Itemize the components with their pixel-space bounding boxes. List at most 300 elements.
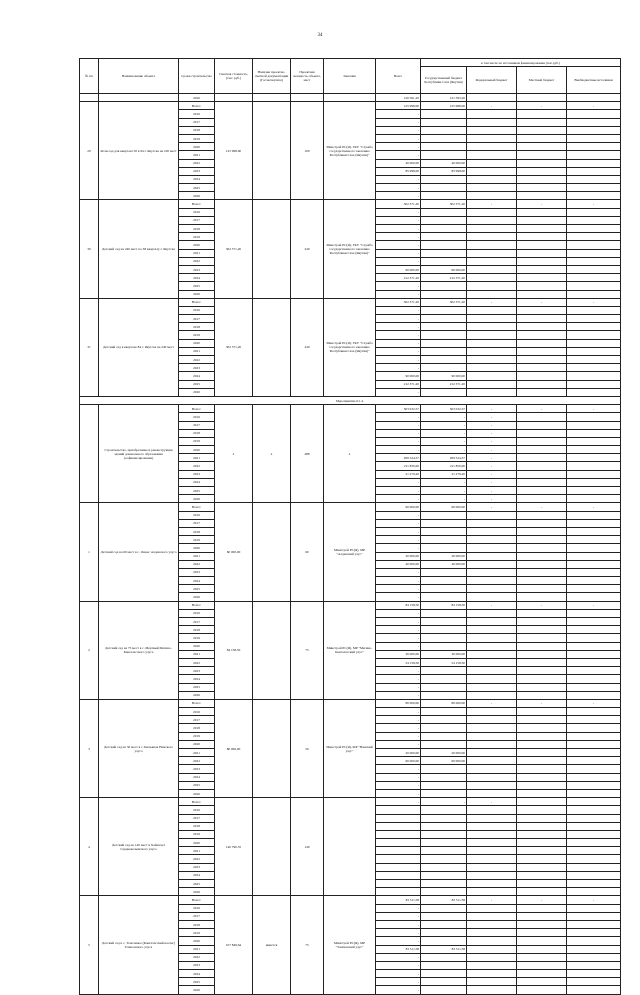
- year-label: 2016: [179, 806, 215, 814]
- amount-total: 40 000,00: [376, 560, 421, 568]
- amount-fed: 302 371,20: [421, 200, 467, 208]
- amount-ext: [567, 347, 621, 355]
- amount-fed: [421, 618, 467, 626]
- amount-reg: [467, 757, 517, 765]
- header-fed: Государственный бюджет Республики Саха (Якутия): [421, 67, 467, 94]
- year-label: 2022: [179, 757, 215, 765]
- amount-reg: [467, 356, 517, 364]
- amount-mun: [517, 241, 567, 249]
- amount-ext: [567, 94, 621, 102]
- amount-ext: [567, 871, 621, 879]
- amount-total: -: [376, 249, 421, 257]
- amount-mun: [517, 577, 567, 585]
- object-docs: [253, 601, 291, 699]
- object-number: [80, 94, 99, 102]
- amount-fed: [421, 880, 467, 888]
- amount-ext: [567, 126, 621, 134]
- amount-reg: [467, 716, 517, 724]
- amount-total: 269 524,57: [376, 454, 421, 462]
- amount-ext: [567, 421, 621, 429]
- amount-mun: [517, 118, 567, 126]
- amount-total: 503 032,57: [376, 405, 421, 413]
- amount-ext: [567, 454, 621, 462]
- header-customer: Заказчик: [324, 59, 376, 94]
- amount-total: 21 279,20: [376, 470, 421, 478]
- amount-total: -: [376, 978, 421, 986]
- table-row: [80, 896, 621, 904]
- amount-total: 90 000,00: [376, 372, 421, 380]
- amount-total: 125 998,00: [376, 102, 421, 110]
- amount-reg: -: [467, 102, 517, 110]
- amount-reg: [467, 249, 517, 257]
- amount-mun: [517, 306, 567, 314]
- year-label: 2018: [179, 822, 215, 830]
- amount-ext: [567, 691, 621, 699]
- amount-ext: [567, 585, 621, 593]
- table-row: [80, 405, 621, 413]
- amount-reg: [467, 167, 517, 175]
- amount-reg: [467, 560, 517, 568]
- year-label: 2026: [179, 192, 215, 200]
- amount-fed: -: [421, 446, 467, 454]
- year-label: 2022: [179, 560, 215, 568]
- year-label: 2021: [179, 945, 215, 953]
- amount-total: -: [376, 634, 421, 642]
- amount-mun: [517, 634, 567, 642]
- amount-fed: 90 000,00: [421, 265, 467, 273]
- year-label: 2025: [179, 380, 215, 388]
- amount-ext: [567, 552, 621, 560]
- amount-mun: [517, 708, 567, 716]
- table-row: [80, 798, 621, 806]
- year-label: 2026: [179, 290, 215, 298]
- object-name: Детский сад в квартале 84 г. Якутска на 240 мест: [99, 298, 179, 396]
- amount-total: -: [376, 323, 421, 331]
- amount-mun: [517, 757, 567, 765]
- amount-total: -: [376, 216, 421, 224]
- amount-ext: [567, 749, 621, 757]
- amount-fed: 90 000,00: [421, 372, 467, 380]
- section-row: [80, 396, 621, 404]
- amount-total: -: [376, 110, 421, 118]
- amount-fed: 85 998,00: [421, 167, 467, 175]
- amount-total: -: [376, 134, 421, 142]
- amount-ext: [567, 789, 621, 797]
- amount-reg: [467, 986, 517, 994]
- amount-mun: [517, 446, 567, 454]
- object-name: Детский сад в с. Тополиное (Кангаласский наслег) Томпонского улуса: [99, 896, 179, 994]
- amount-reg: [467, 789, 517, 797]
- object-cost: 140 790,35: [215, 798, 253, 896]
- amount-ext: [567, 847, 621, 855]
- amount-ext: [567, 830, 621, 838]
- amount-reg: -: [467, 487, 517, 495]
- financing-table: [79, 58, 621, 995]
- amount-ext: [567, 364, 621, 372]
- amount-reg: [467, 814, 517, 822]
- amount-fed: [421, 519, 467, 527]
- object-capacity: 100: [291, 102, 324, 200]
- amount-fed: [421, 208, 467, 216]
- amount-fed: [421, 961, 467, 969]
- amount-fed: [421, 855, 467, 863]
- amount-reg: -: [467, 446, 517, 454]
- amount-ext: [567, 781, 621, 789]
- object-docs: х: [253, 405, 291, 503]
- object-capacity: 50: [291, 699, 324, 797]
- amount-total: -: [376, 429, 421, 437]
- amount-mun: [517, 94, 567, 102]
- amount-ext: [567, 290, 621, 298]
- amount-ext: -: [567, 405, 621, 413]
- amount-mun: [517, 388, 567, 396]
- year-label: 2019: [179, 732, 215, 740]
- year-label: 2024: [179, 970, 215, 978]
- year-label: Всего:: [179, 298, 215, 306]
- year-label: 2020: [179, 642, 215, 650]
- amount-mun: [517, 798, 567, 806]
- amount-total: -: [376, 593, 421, 601]
- amount-total: -: [376, 577, 421, 585]
- year-label: 2026: [179, 986, 215, 994]
- amount-total: -: [376, 315, 421, 323]
- year-label: 2020: [179, 740, 215, 748]
- amount-ext: [567, 970, 621, 978]
- amount-fed: 54 158,50: [421, 658, 467, 666]
- object-customer: Минстрой РС(Я), ГКУ "Служба государственного заказчика Республики Саха (Якутия)": [324, 200, 376, 298]
- amount-mun: [517, 167, 567, 175]
- year-label: 2025: [179, 184, 215, 192]
- amount-mun: [517, 110, 567, 118]
- amount-mun: [517, 216, 567, 224]
- amount-mun: [517, 265, 567, 273]
- year-label: 2024: [179, 372, 215, 380]
- amount-ext: [567, 372, 621, 380]
- amount-mun: [517, 519, 567, 527]
- amount-mun: -: [517, 200, 567, 208]
- object-name: Ясли-сад для квартала 50 в 94 г. Якутска на 100 мест: [99, 102, 179, 200]
- amount-ext: [567, 667, 621, 675]
- amount-reg: -: [467, 601, 517, 609]
- amount-reg: [467, 683, 517, 691]
- amount-reg: [467, 110, 517, 118]
- amount-fed: [421, 683, 467, 691]
- amount-reg: [467, 134, 517, 142]
- year-label: 2016: [179, 904, 215, 912]
- object-cost: 84 158,50: [215, 601, 253, 699]
- amount-ext: -: [567, 503, 621, 511]
- amount-ext: [567, 675, 621, 683]
- amount-fed: [421, 175, 467, 183]
- amount-ext: [567, 798, 621, 806]
- object-docs: [253, 102, 291, 200]
- year-label: 2022: [179, 257, 215, 265]
- header-reg: Федеральный бюджет: [467, 67, 517, 94]
- amount-reg: [467, 282, 517, 290]
- amount-reg: [467, 94, 517, 102]
- table-row: [80, 503, 621, 511]
- year-label: 2017: [179, 519, 215, 527]
- amount-total: 302 371,20: [376, 298, 421, 306]
- table-row: [80, 102, 621, 110]
- year-label: Всего:: [179, 601, 215, 609]
- amount-total: -: [376, 585, 421, 593]
- amount-ext: [567, 143, 621, 151]
- amount-ext: [567, 593, 621, 601]
- amount-fed: 30 000,00: [421, 650, 467, 658]
- object-capacity: 60: [291, 503, 324, 601]
- amount-total: -: [376, 290, 421, 298]
- object-customer: Минстрой РС(Я), МР "Томпонский улус": [324, 896, 376, 994]
- amount-ext: [567, 904, 621, 912]
- amount-total: -: [376, 478, 421, 486]
- amount-reg: [467, 904, 517, 912]
- amount-fed: 83 511,58: [421, 945, 467, 953]
- amount-mun: [517, 487, 567, 495]
- amount-reg: [467, 339, 517, 347]
- amount-total: -: [376, 282, 421, 290]
- header-capacity: Проектная мощность объекта, мест: [291, 59, 324, 94]
- amount-ext: [567, 634, 621, 642]
- amount-fed: 212 371,20: [421, 274, 467, 282]
- amount-mun: [517, 609, 567, 617]
- year-label: Всего:: [179, 699, 215, 707]
- amount-fed: [421, 847, 467, 855]
- amount-mun: [517, 667, 567, 675]
- amount-reg: [467, 945, 517, 953]
- amount-total: -: [376, 781, 421, 789]
- amount-fed: [421, 306, 467, 314]
- table-row: [80, 200, 621, 208]
- amount-ext: [567, 241, 621, 249]
- amount-fed: [421, 953, 467, 961]
- amount-ext: [567, 708, 621, 716]
- amount-reg: -: [467, 462, 517, 470]
- amount-ext: [567, 225, 621, 233]
- amount-ext: [567, 740, 621, 748]
- year-label: 2025: [179, 683, 215, 691]
- amount-fed: [421, 511, 467, 519]
- year-label: 2016: [179, 306, 215, 314]
- amount-fed: [421, 634, 467, 642]
- amount-fed: [421, 184, 467, 192]
- amount-mun: [517, 536, 567, 544]
- amount-mun: [517, 880, 567, 888]
- amount-reg: -: [467, 699, 517, 707]
- amount-total: 84 158,50: [376, 601, 421, 609]
- amount-fed: 125 998,00: [421, 102, 467, 110]
- amount-total: 80 000,00: [376, 699, 421, 707]
- amount-mun: [517, 691, 567, 699]
- year-label: 2020: [179, 839, 215, 847]
- amount-mun: [517, 233, 567, 241]
- amount-fed: [421, 740, 467, 748]
- amount-mun: [517, 380, 567, 388]
- amount-total: -: [376, 961, 421, 969]
- amount-total: -: [376, 175, 421, 183]
- amount-mun: [517, 315, 567, 323]
- amount-total: -: [376, 732, 421, 740]
- amount-ext: [567, 953, 621, 961]
- amount-ext: [567, 265, 621, 273]
- amount-total: -: [376, 626, 421, 634]
- amount-reg: [467, 241, 517, 249]
- year-label: 2018: [179, 429, 215, 437]
- amount-ext: [567, 732, 621, 740]
- year-label: 2023: [179, 863, 215, 871]
- amount-reg: [467, 225, 517, 233]
- amount-reg: [467, 929, 517, 937]
- amount-fed: 121 593,20: [421, 94, 467, 102]
- amount-fed: 20 000,00: [421, 552, 467, 560]
- amount-ext: [567, 642, 621, 650]
- amount-total: -: [376, 642, 421, 650]
- amount-mun: [517, 511, 567, 519]
- amount-reg: [467, 585, 517, 593]
- amount-mun: [517, 920, 567, 928]
- amount-ext: [567, 495, 621, 503]
- year-label: 2018: [179, 225, 215, 233]
- header-period: Сроки строительства: [179, 59, 215, 94]
- year-label: 2017: [179, 618, 215, 626]
- amount-total: -: [376, 765, 421, 773]
- amount-mun: [517, 126, 567, 134]
- amount-fed: 212 371,20: [421, 380, 467, 388]
- amount-reg: [467, 527, 517, 535]
- year-label: 2025: [179, 978, 215, 986]
- amount-total: -: [376, 143, 421, 151]
- year-label: 2016: [179, 511, 215, 519]
- amount-reg: -: [467, 503, 517, 511]
- amount-total: -: [376, 225, 421, 233]
- amount-reg: -: [467, 200, 517, 208]
- amount-mun: [517, 863, 567, 871]
- amount-ext: -: [567, 298, 621, 306]
- amount-reg: [467, 920, 517, 928]
- year-label: 2023: [179, 364, 215, 372]
- amount-reg: [467, 593, 517, 601]
- amount-ext: [567, 814, 621, 822]
- amount-mun: [517, 716, 567, 724]
- amount-ext: [567, 650, 621, 658]
- amount-mun: [517, 912, 567, 920]
- amount-mun: [517, 454, 567, 462]
- amount-reg: [467, 315, 517, 323]
- amount-fed: [421, 568, 467, 576]
- amount-fed: [421, 871, 467, 879]
- amount-fed: [421, 347, 467, 355]
- amount-ext: [567, 544, 621, 552]
- header-total: Всего: [376, 59, 421, 94]
- amount-fed: [421, 315, 467, 323]
- year-label: 2026: [179, 691, 215, 699]
- year-label: 2019: [179, 830, 215, 838]
- amount-total: 126 561,20: [376, 94, 421, 102]
- amount-fed: [421, 937, 467, 945]
- amount-mun: [517, 888, 567, 896]
- amount-ext: [567, 216, 621, 224]
- object-cost: 80 000,00: [215, 699, 253, 797]
- amount-total: -: [376, 740, 421, 748]
- amount-fed: [421, 323, 467, 331]
- amount-mun: [517, 929, 567, 937]
- amount-reg: -: [467, 421, 517, 429]
- amount-fed: [421, 806, 467, 814]
- amount-mun: [517, 208, 567, 216]
- amount-fed: -: [421, 429, 467, 437]
- header-mun: Местный бюджет: [517, 67, 567, 94]
- object-docs: [253, 699, 291, 797]
- amount-fed: [421, 527, 467, 535]
- amount-fed: [421, 331, 467, 339]
- amount-fed: [421, 609, 467, 617]
- object-docs: [253, 503, 291, 601]
- year-label: 2019: [179, 331, 215, 339]
- year-label: 2021: [179, 347, 215, 355]
- year-label: 2023: [179, 265, 215, 273]
- amount-fed: [421, 888, 467, 896]
- amount-ext: [567, 536, 621, 544]
- year-label: 2021: [179, 249, 215, 257]
- amount-ext: [567, 773, 621, 781]
- object-number: 4: [80, 798, 99, 896]
- object-name: Детский сад на 60 мест в с. Оннес Алданского улуса: [99, 503, 179, 601]
- amount-ext: [567, 175, 621, 183]
- amount-fed: [421, 225, 467, 233]
- amount-fed: [421, 536, 467, 544]
- table-row: [80, 298, 621, 306]
- amount-reg: [467, 372, 517, 380]
- year-label: 2017: [179, 216, 215, 224]
- amount-fed: [421, 708, 467, 716]
- amount-total: -: [376, 920, 421, 928]
- amount-mun: [517, 552, 567, 560]
- amount-fed: [421, 732, 467, 740]
- amount-reg: [467, 970, 517, 978]
- year-label: 2024: [179, 773, 215, 781]
- amount-ext: [567, 257, 621, 265]
- amount-reg: [467, 265, 517, 273]
- amount-fed: 20 000,00: [421, 749, 467, 757]
- amount-mun: [517, 175, 567, 183]
- amount-reg: [467, 724, 517, 732]
- amount-total: [376, 814, 421, 822]
- amount-fed: [421, 192, 467, 200]
- year-label: 2018: [179, 126, 215, 134]
- amount-ext: [567, 192, 621, 200]
- amount-reg: -: [467, 413, 517, 421]
- amount-fed: [421, 118, 467, 126]
- amount-reg: [467, 749, 517, 757]
- year-label: 2019: [179, 233, 215, 241]
- object-number: 29: [80, 102, 99, 200]
- object-cost: 302 371,20: [215, 200, 253, 298]
- amount-total: -: [376, 126, 421, 134]
- object-name: [99, 94, 179, 102]
- amount-ext: [567, 961, 621, 969]
- amount-ext: -: [567, 200, 621, 208]
- year-label: 2021: [179, 650, 215, 658]
- amount-ext: [567, 577, 621, 585]
- amount-mun: [517, 323, 567, 331]
- amount-mun: [517, 585, 567, 593]
- amount-total: -: [376, 527, 421, 535]
- amount-mun: -: [517, 896, 567, 904]
- object-cost: [215, 94, 253, 102]
- year-label: 2023: [179, 961, 215, 969]
- header-no: № пп: [80, 59, 99, 94]
- amount-mun: [517, 847, 567, 855]
